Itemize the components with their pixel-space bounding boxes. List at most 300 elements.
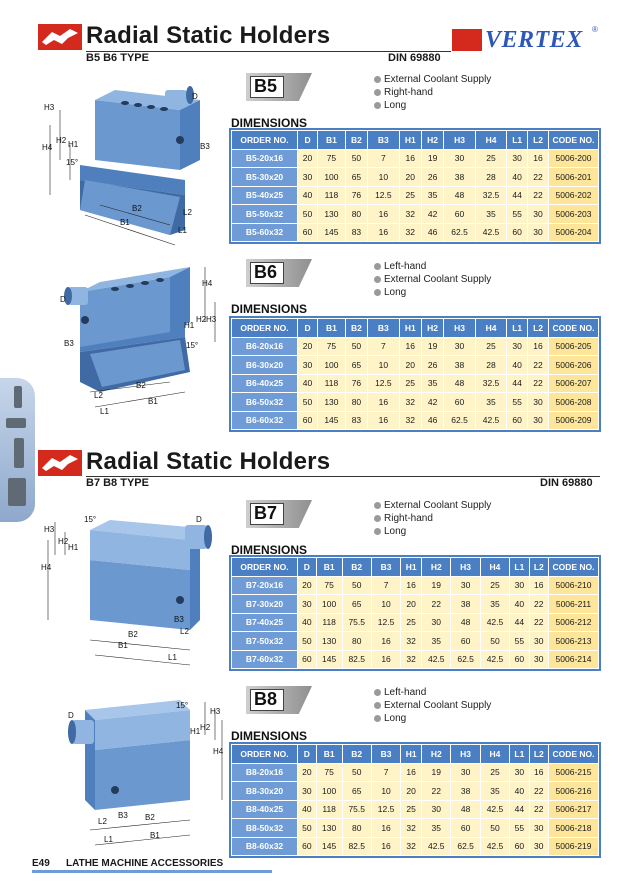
dimension-cell: 26 bbox=[421, 356, 443, 375]
col-header: H4 bbox=[480, 745, 509, 764]
table-row bbox=[232, 595, 599, 614]
dimension-cell: 25 bbox=[480, 576, 509, 595]
section-subtitle: B7 B8 TYPE bbox=[86, 477, 149, 489]
col-header: L1 bbox=[507, 319, 528, 338]
tool-icon bbox=[6, 418, 26, 428]
order-number-cell: B7-50x32 bbox=[232, 632, 298, 651]
col-header: L2 bbox=[528, 131, 549, 150]
dimension-cell: 30 bbox=[444, 149, 475, 168]
dimension-cell: 65 bbox=[345, 168, 367, 187]
dimension-cell: 22 bbox=[528, 168, 549, 187]
dimension-cell: 16 bbox=[368, 411, 399, 430]
header-rule bbox=[86, 476, 600, 477]
table-row bbox=[232, 613, 599, 632]
dimension-cell: 60 bbox=[507, 223, 528, 242]
dimension-cell: 30 bbox=[444, 337, 475, 356]
din-standard: DIN 69880 bbox=[540, 477, 593, 489]
dim-label: H3 bbox=[44, 525, 55, 534]
dimension-cell: 10 bbox=[371, 595, 400, 614]
code-number-cell: 5006-211 bbox=[549, 595, 599, 614]
feature-item: External Coolant Supply bbox=[372, 499, 491, 512]
dimension-cell: 35 bbox=[475, 393, 506, 412]
type-badge-b8 bbox=[246, 686, 312, 714]
dimension-cell: 30 bbox=[298, 356, 318, 375]
dimension-cell: 20 bbox=[298, 337, 318, 356]
dimension-cell: 50 bbox=[298, 632, 317, 651]
col-header: H1 bbox=[399, 131, 421, 150]
col-header: L2 bbox=[529, 558, 548, 577]
dimension-cell: 32 bbox=[401, 632, 422, 651]
table-body bbox=[232, 576, 599, 669]
order-number-cell: B6-30x20 bbox=[232, 356, 298, 375]
dim-label: H4 bbox=[42, 143, 53, 152]
code-number-cell: 5006-208 bbox=[549, 393, 599, 412]
dimension-cell: 25 bbox=[399, 374, 421, 393]
dimension-cell: 65 bbox=[342, 595, 371, 614]
section-title: Radial Static Holders bbox=[86, 22, 331, 49]
dimension-cell: 50 bbox=[345, 337, 367, 356]
dimension-cell: 12.5 bbox=[371, 613, 400, 632]
dim-label: L1 bbox=[100, 407, 109, 416]
order-number-cell: B7-40x25 bbox=[232, 613, 298, 632]
dimension-cell: 30 bbox=[528, 411, 549, 430]
dimension-cell: 60 bbox=[298, 650, 317, 669]
col-header: H4 bbox=[475, 131, 506, 150]
dimension-cell: 30 bbox=[510, 763, 529, 782]
col-header: H4 bbox=[480, 558, 509, 577]
dimension-cell: 42 bbox=[421, 393, 443, 412]
dimension-cell: 130 bbox=[318, 393, 346, 412]
dimension-cell: 35 bbox=[422, 632, 451, 651]
dim-label: D bbox=[68, 711, 74, 720]
col-header: ORDER NO. bbox=[232, 745, 298, 764]
col-header: L2 bbox=[529, 745, 548, 764]
table-row bbox=[232, 819, 599, 838]
order-number-cell: B7-20x16 bbox=[232, 576, 298, 595]
code-number-cell: 5006-218 bbox=[549, 819, 599, 838]
dimension-cell: 75.5 bbox=[342, 800, 371, 819]
dimension-cell: 76 bbox=[345, 186, 367, 205]
col-header: H2 bbox=[422, 558, 451, 577]
dimension-cell: 30 bbox=[529, 819, 548, 838]
page-footer bbox=[0, 858, 637, 870]
col-header: H3 bbox=[444, 131, 475, 150]
dim-label: D bbox=[60, 295, 66, 304]
dim-label: D bbox=[192, 92, 198, 101]
table-body bbox=[232, 337, 599, 430]
order-number-cell: B7-60x32 bbox=[232, 650, 298, 669]
dimension-cell: 25 bbox=[401, 800, 422, 819]
dimension-cell: 40 bbox=[510, 782, 529, 801]
feature-list bbox=[372, 499, 491, 538]
dimension-cell: 32.5 bbox=[475, 374, 506, 393]
code-number-cell: 5006-213 bbox=[549, 632, 599, 651]
dimension-cell: 16 bbox=[529, 763, 548, 782]
dimension-cell: 145 bbox=[316, 837, 342, 856]
dimension-cell: 19 bbox=[421, 149, 443, 168]
dimension-cell: 30 bbox=[529, 837, 548, 856]
dimension-cell: 22 bbox=[529, 613, 548, 632]
col-header: L2 bbox=[528, 319, 549, 338]
registered-mark: ® bbox=[592, 25, 598, 34]
dimension-cell: 30 bbox=[422, 800, 451, 819]
dim-label: L2 bbox=[98, 817, 107, 826]
col-header: L1 bbox=[507, 131, 528, 150]
dimension-cell: 46 bbox=[421, 223, 443, 242]
dimension-cell: 130 bbox=[316, 819, 342, 838]
dim-label: H3 bbox=[206, 315, 217, 324]
feature-item: Left-hand bbox=[372, 686, 491, 699]
table-row bbox=[232, 205, 599, 224]
col-header: B1 bbox=[318, 131, 346, 150]
dimension-cell: 60 bbox=[444, 205, 475, 224]
dimension-cell: 42.5 bbox=[475, 411, 506, 430]
dimension-cell: 40 bbox=[298, 186, 318, 205]
dimension-cell: 83 bbox=[345, 223, 367, 242]
dim-label: H4 bbox=[41, 563, 52, 572]
dimension-cell: 32 bbox=[401, 837, 422, 856]
dimension-cell: 16 bbox=[401, 576, 422, 595]
dimension-cell: 35 bbox=[480, 595, 509, 614]
col-header: B2 bbox=[345, 131, 367, 150]
col-header: CODE NO. bbox=[549, 558, 599, 577]
col-header: ORDER NO. bbox=[232, 319, 298, 338]
table-row bbox=[232, 223, 599, 242]
col-header: H3 bbox=[451, 745, 480, 764]
dim-label: B1 bbox=[148, 397, 158, 406]
dim-label: L2 bbox=[94, 391, 103, 400]
dimension-cell: 76 bbox=[345, 374, 367, 393]
dimension-cell: 82.5 bbox=[342, 650, 371, 669]
col-header: D bbox=[298, 745, 317, 764]
dimension-cell: 32 bbox=[401, 650, 422, 669]
dimension-cell: 60 bbox=[298, 411, 318, 430]
dim-label: B3 bbox=[200, 142, 210, 151]
dimension-cell: 16 bbox=[528, 337, 549, 356]
dim-label: L2 bbox=[183, 208, 192, 217]
code-number-cell: 5006-212 bbox=[549, 613, 599, 632]
dimension-cell: 30 bbox=[298, 595, 317, 614]
dimension-cell: 20 bbox=[401, 782, 422, 801]
dimension-cell: 118 bbox=[318, 374, 346, 393]
dimension-cell: 10 bbox=[368, 168, 399, 187]
dimension-cell: 100 bbox=[318, 168, 346, 187]
b6-holder-drawing bbox=[40, 262, 230, 432]
dimension-cell: 60 bbox=[444, 393, 475, 412]
dim-label: 15° bbox=[176, 701, 189, 710]
table-header-row bbox=[232, 131, 599, 150]
dimension-cell: 19 bbox=[422, 576, 451, 595]
dim-label: H3 bbox=[44, 103, 55, 112]
col-header: B2 bbox=[342, 745, 371, 764]
feature-list bbox=[372, 260, 491, 299]
dimension-cell: 20 bbox=[399, 168, 421, 187]
code-number-cell: 5006-207 bbox=[549, 374, 599, 393]
dimension-cell: 118 bbox=[316, 800, 342, 819]
col-header: H2 bbox=[421, 319, 443, 338]
dimension-cell: 12.5 bbox=[368, 374, 399, 393]
dimension-cell: 20 bbox=[401, 595, 422, 614]
table-row bbox=[232, 411, 599, 430]
dimension-cell: 22 bbox=[529, 595, 548, 614]
col-header: D bbox=[298, 131, 318, 150]
dimension-cell: 60 bbox=[510, 837, 529, 856]
code-number-cell: 5006-209 bbox=[549, 411, 599, 430]
col-header: H1 bbox=[401, 745, 422, 764]
dimension-cell: 60 bbox=[507, 411, 528, 430]
dim-label: B2 bbox=[132, 204, 142, 213]
dimension-cell: 32 bbox=[401, 819, 422, 838]
dim-label: H2 bbox=[56, 136, 67, 145]
dimension-cell: 60 bbox=[451, 819, 480, 838]
dimension-cell: 75 bbox=[318, 149, 346, 168]
dim-label: B2 bbox=[136, 381, 146, 390]
col-header: H3 bbox=[451, 558, 480, 577]
feature-item: Long bbox=[372, 286, 491, 299]
dimension-cell: 44 bbox=[510, 613, 529, 632]
table-body bbox=[232, 763, 599, 856]
dim-label: B3 bbox=[174, 615, 184, 624]
code-number-cell: 5006-219 bbox=[549, 837, 599, 856]
dimension-cell: 62.5 bbox=[451, 837, 480, 856]
dimension-cell: 80 bbox=[345, 205, 367, 224]
col-header: B2 bbox=[345, 319, 367, 338]
dimension-cell: 30 bbox=[451, 576, 480, 595]
dimension-cell: 42.5 bbox=[480, 650, 509, 669]
dimension-cell: 62.5 bbox=[451, 650, 480, 669]
order-number-cell: B5-50x32 bbox=[232, 205, 298, 224]
feature-item: Long bbox=[372, 525, 491, 538]
col-header: L1 bbox=[510, 745, 529, 764]
feature-list bbox=[372, 73, 491, 112]
dimension-cell: 16 bbox=[401, 763, 422, 782]
table-row bbox=[232, 168, 599, 187]
dim-label: B3 bbox=[64, 339, 74, 348]
dimension-cell: 28 bbox=[475, 356, 506, 375]
dimension-cell: 48 bbox=[451, 800, 480, 819]
col-header: ORDER NO. bbox=[232, 558, 298, 577]
dimension-cell: 32 bbox=[399, 223, 421, 242]
table-header-row bbox=[232, 558, 599, 577]
col-header: B1 bbox=[318, 319, 346, 338]
dimension-cell: 7 bbox=[368, 337, 399, 356]
dimension-cell: 40 bbox=[507, 168, 528, 187]
dimension-cell: 30 bbox=[507, 337, 528, 356]
order-number-cell: B6-40x25 bbox=[232, 374, 298, 393]
dimension-cell: 32.5 bbox=[475, 186, 506, 205]
table-body bbox=[232, 149, 599, 242]
col-header: CODE NO. bbox=[549, 131, 599, 150]
table-row bbox=[232, 837, 599, 856]
eagle-logo-icon bbox=[38, 24, 82, 50]
dimension-cell: 80 bbox=[345, 393, 367, 412]
dimensions-label: DIMENSIONS bbox=[231, 302, 308, 316]
dimension-cell: 16 bbox=[368, 393, 399, 412]
dimension-cell: 30 bbox=[528, 223, 549, 242]
dimension-cell: 48 bbox=[444, 186, 475, 205]
dimension-cell: 75 bbox=[316, 576, 342, 595]
dimensions-label: DIMENSIONS bbox=[231, 543, 308, 557]
col-header: CODE NO. bbox=[549, 745, 599, 764]
dimension-cell: 35 bbox=[421, 374, 443, 393]
dimension-cell: 20 bbox=[298, 149, 318, 168]
code-number-cell: 5006-214 bbox=[549, 650, 599, 669]
dimension-cell: 16 bbox=[368, 205, 399, 224]
dim-label: H1 bbox=[190, 727, 201, 736]
dimension-cell: 25 bbox=[475, 337, 506, 356]
dimension-cell: 16 bbox=[371, 632, 400, 651]
tool-icon bbox=[8, 478, 26, 506]
dim-label: H1 bbox=[184, 321, 195, 330]
dimension-cell: 65 bbox=[345, 356, 367, 375]
dim-label: L1 bbox=[104, 835, 113, 844]
code-number-cell: 5006-205 bbox=[549, 337, 599, 356]
order-number-cell: B6-50x32 bbox=[232, 393, 298, 412]
table-row bbox=[232, 800, 599, 819]
dim-label: B1 bbox=[120, 218, 130, 227]
dimension-cell: 38 bbox=[451, 782, 480, 801]
dim-label: H1 bbox=[68, 543, 79, 552]
dimension-cell: 40 bbox=[510, 595, 529, 614]
dimension-cell: 30 bbox=[422, 613, 451, 632]
code-number-cell: 5006-215 bbox=[549, 763, 599, 782]
dimension-cell: 46 bbox=[421, 411, 443, 430]
order-number-cell: B8-20x16 bbox=[232, 763, 298, 782]
vertex-logo-icon bbox=[452, 27, 602, 55]
dimension-cell: 60 bbox=[298, 837, 317, 856]
col-header: B2 bbox=[342, 558, 371, 577]
dimension-cell: 20 bbox=[399, 356, 421, 375]
dimension-cell: 7 bbox=[371, 576, 400, 595]
col-header: B3 bbox=[368, 131, 399, 150]
footer-bar bbox=[32, 870, 272, 873]
order-number-cell: B5-20x16 bbox=[232, 149, 298, 168]
dimension-cell: 32 bbox=[399, 205, 421, 224]
dimension-cell: 22 bbox=[528, 374, 549, 393]
dimension-cell: 25 bbox=[401, 613, 422, 632]
badge-label: B8 bbox=[254, 689, 278, 709]
dimension-cell: 20 bbox=[298, 763, 317, 782]
dimension-cell: 118 bbox=[318, 186, 346, 205]
table-row bbox=[232, 356, 599, 375]
dimension-cell: 10 bbox=[368, 356, 399, 375]
dim-label: H2 bbox=[58, 537, 69, 546]
dimension-cell: 30 bbox=[529, 632, 548, 651]
dimension-cell: 44 bbox=[507, 186, 528, 205]
dimension-cell: 16 bbox=[371, 650, 400, 669]
dimension-cell: 30 bbox=[529, 650, 548, 669]
dimension-cell: 22 bbox=[422, 782, 451, 801]
feature-list bbox=[372, 686, 491, 725]
dimensions-table-b7 bbox=[231, 557, 599, 669]
order-number-cell: B5-60x32 bbox=[232, 223, 298, 242]
dimension-cell: 38 bbox=[444, 168, 475, 187]
badge-label: B5 bbox=[254, 76, 278, 96]
dimensions-table-b5 bbox=[231, 130, 599, 242]
dimensions-table-b6 bbox=[231, 318, 599, 430]
dimension-cell: 25 bbox=[399, 186, 421, 205]
section-subtitle: B5 B6 TYPE bbox=[86, 52, 149, 64]
col-header: H3 bbox=[444, 319, 475, 338]
section-title: Radial Static Holders bbox=[86, 448, 331, 475]
dimension-cell: 130 bbox=[318, 205, 346, 224]
dim-label: H4 bbox=[202, 279, 213, 288]
table-row bbox=[232, 186, 599, 205]
dimension-cell: 100 bbox=[316, 782, 342, 801]
col-header: H4 bbox=[475, 319, 506, 338]
col-header: CODE NO. bbox=[549, 319, 599, 338]
table-row bbox=[232, 149, 599, 168]
b7-holder-drawing bbox=[40, 510, 230, 680]
dimension-cell: 12.5 bbox=[368, 186, 399, 205]
dim-label: L1 bbox=[178, 226, 187, 235]
brand-name: VERTEX bbox=[485, 27, 583, 53]
dim-label: 15° bbox=[186, 341, 199, 350]
dimension-cell: 42.5 bbox=[475, 223, 506, 242]
dimension-cell: 44 bbox=[507, 374, 528, 393]
dimension-cell: 48 bbox=[451, 613, 480, 632]
dimension-cell: 26 bbox=[421, 168, 443, 187]
table-row bbox=[232, 782, 599, 801]
table-row bbox=[232, 393, 599, 412]
dimension-cell: 50 bbox=[298, 393, 318, 412]
dimension-cell: 35 bbox=[480, 782, 509, 801]
dimension-cell: 75 bbox=[318, 337, 346, 356]
dimension-cell: 50 bbox=[480, 819, 509, 838]
side-tab-image bbox=[0, 378, 35, 522]
col-header: B3 bbox=[371, 745, 400, 764]
dimension-cell: 22 bbox=[422, 595, 451, 614]
table-row bbox=[232, 374, 599, 393]
col-header: H1 bbox=[399, 319, 421, 338]
dimension-cell: 55 bbox=[507, 205, 528, 224]
dimension-cell: 50 bbox=[342, 763, 371, 782]
dimension-cell: 16 bbox=[371, 819, 400, 838]
dimension-cell: 50 bbox=[345, 149, 367, 168]
vertex-mark-icon bbox=[452, 29, 482, 51]
dim-label: B2 bbox=[128, 630, 138, 639]
dimension-cell: 16 bbox=[371, 837, 400, 856]
tool-icon bbox=[14, 386, 22, 408]
dimension-cell: 50 bbox=[298, 205, 318, 224]
dimension-cell: 42.5 bbox=[422, 650, 451, 669]
dimension-cell: 75 bbox=[316, 763, 342, 782]
dimension-cell: 16 bbox=[368, 223, 399, 242]
dimension-cell: 30 bbox=[507, 149, 528, 168]
table-row bbox=[232, 763, 599, 782]
dim-label: 15° bbox=[66, 158, 79, 167]
dimension-cell: 42.5 bbox=[480, 613, 509, 632]
order-number-cell: B8-50x32 bbox=[232, 819, 298, 838]
dimension-cell: 60 bbox=[451, 632, 480, 651]
col-header: B3 bbox=[371, 558, 400, 577]
table-row bbox=[232, 650, 599, 669]
dimension-cell: 42 bbox=[421, 205, 443, 224]
dimension-cell: 38 bbox=[451, 595, 480, 614]
col-header: B1 bbox=[316, 558, 342, 577]
badge-label: B7 bbox=[254, 503, 278, 523]
dimension-cell: 22 bbox=[528, 186, 549, 205]
feature-item: Left-hand bbox=[372, 260, 491, 273]
dimension-cell: 35 bbox=[421, 186, 443, 205]
feature-item: Long bbox=[372, 712, 491, 725]
feature-item: Long bbox=[372, 99, 491, 112]
code-number-cell: 5006-217 bbox=[549, 800, 599, 819]
dimension-cell: 55 bbox=[507, 393, 528, 412]
order-number-cell: B8-30x20 bbox=[232, 782, 298, 801]
type-badge-b6 bbox=[246, 259, 312, 287]
col-header: D bbox=[298, 319, 318, 338]
